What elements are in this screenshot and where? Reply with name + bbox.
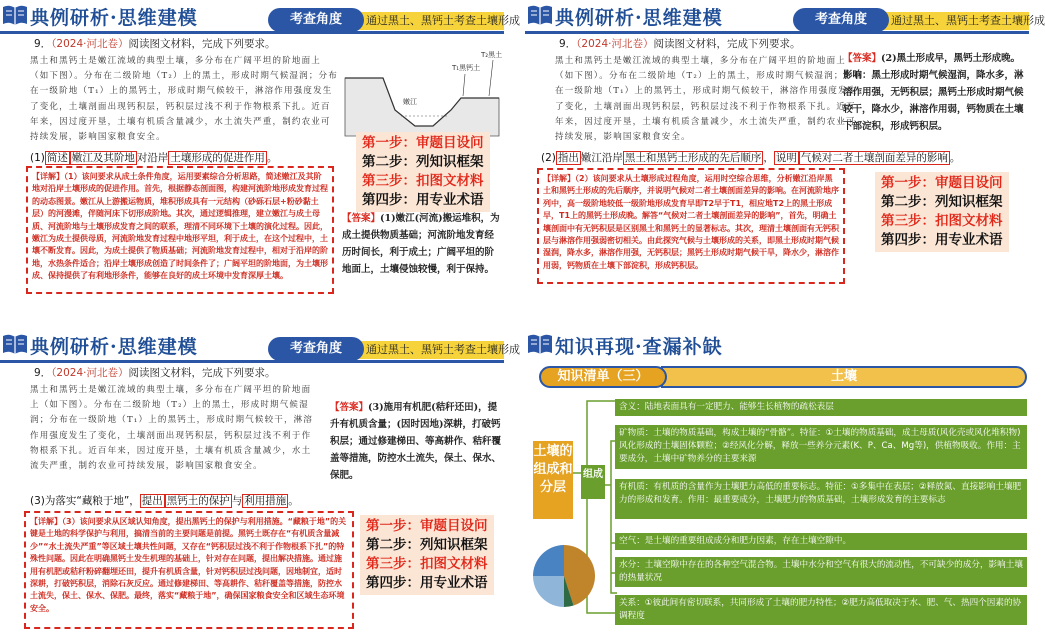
subq-text: 嫩江沿岸	[580, 152, 623, 164]
subq-number: (1)	[30, 152, 45, 164]
question-text: 阅读图文材料，完成下列要求。	[128, 38, 276, 50]
definition-row: 含义：陆地表面具有一定肥力、能够生长植物的疏松表层	[615, 399, 1027, 416]
step-2: 第二步：列知识框架	[366, 537, 488, 553]
question-line	[559, 36, 801, 51]
question-line	[34, 36, 276, 51]
answer-tag: 【答案】	[843, 53, 882, 64]
step-1: 第一步：审题目设问	[881, 175, 1003, 191]
topic-pill: 考查角度	[268, 8, 364, 32]
header-rule	[0, 31, 504, 34]
subq-text: 与	[231, 495, 243, 507]
topic-strip: 通过黑土、黑钙土考查土壤形成	[340, 12, 504, 30]
subq-text: 。	[949, 152, 961, 164]
answer-text	[330, 399, 502, 484]
question-year: （2024·河北卷）	[576, 38, 654, 50]
terrace-figure	[343, 48, 501, 138]
material-passage: 黑土和黑钙土是嫩江流域的典型土壤，多分布在广阔平坦的阶地面上（如下图）。分布在二级阶地（T₂）上的黑土，形成时期气候湿润；分布在一级阶地（T₁）上的黑钙土，形成时期气候较干，淋溶作用强度发生了变化，土壤剖面出现钙积层，钙积层过浅不利于作物根系下扎。近百年来，因过度开垦，土壤有机质含量减少，水土流失严重，制约农业可持续发展，影响国家粮食安全。	[555, 56, 863, 143]
step-4: 第四步：用专业术语	[366, 575, 488, 591]
organic-matter-row: 有机质：有机质的含量作为土壤肥力高低的重要标志。特征：①多集中在表层；②释放氮、直接影响土壤肥力的形成和发育。作用：最重要成分，土壤肥力的物质基础，土壤形成发育的主要标志	[615, 479, 1027, 519]
panel-title: 典例研析·思维建模	[30, 336, 198, 358]
sub-question-1	[30, 150, 277, 165]
answer-tag: 【答案】	[330, 402, 369, 413]
keyword-box: 黑土和黑钙土形成的先后顺序	[624, 152, 762, 164]
step-1: 第一步：审题目设问	[362, 135, 484, 151]
pie-slice	[533, 576, 564, 607]
thinking-steps	[875, 172, 1009, 252]
topic-pill: 考查角度	[793, 8, 889, 32]
relation-row: 关系：①彼此间有密切联系，共同形成了土壤的肥力特性；②肥力高低取决于水、肥、气、热四个因素的协调程度	[615, 595, 1027, 625]
panel-title: 典例研析·思维建模	[30, 7, 198, 29]
topic-strip: 通过黑土、黑钙土考查土壤形成	[340, 341, 504, 359]
answer-body: (3)施用有机肥(秸秆还田)，提升有机质含量；(因时因地)深耕，打破钙积层；通过修建梯田、等高耕作、秸秆覆盖等措施，防控水土流失，保土、保水、保肥。	[330, 402, 502, 481]
keyword-box: 嫩江及其阶地	[71, 152, 135, 164]
thinking-steps	[356, 132, 490, 212]
keyword-box: 黑钙土的保护	[166, 495, 230, 507]
material-passage: 黑土和黑钙土是嫩江流域的典型土壤，多分布在广阔平坦的阶地面上（如下图）。分布在二级阶地（T₂）上的黑土，形成时期气候湿润；分布在一级阶地（T₁）上的黑钙土，形成时期气候较干，淋溶作用强度发生了变化，土壤剖面出现钙积层，钙积层过浅不利于作物根系下扎。近百年来，因过度开垦，土壤有机质含量减少，水土流失严重，制约农业可持续发展，影响国家粮食安全。	[30, 56, 338, 143]
question-number: 9．	[34, 367, 52, 379]
topic-pill: 考查角度	[268, 337, 364, 361]
step-3: 第三步：扣图文材料	[881, 213, 1003, 229]
banner-topic: 土壤	[661, 366, 1027, 388]
subq-number: (2)	[541, 152, 556, 164]
answer-text	[342, 210, 502, 278]
sub-question-2	[541, 150, 960, 165]
thinking-steps	[360, 515, 494, 595]
question-text: 阅读图文材料，完成下列要求。	[653, 38, 801, 50]
question-year: （2024·河北卷）	[51, 367, 129, 379]
subq-text: 对沿岸	[136, 152, 169, 164]
keyword-box: 利用措施	[244, 495, 287, 507]
question-number: 9．	[559, 38, 577, 50]
panel-header	[525, 329, 1029, 361]
subq-text: (3)为落实“藏粮于地”，	[30, 495, 140, 507]
keyword-box: 土壤形成的促进作用	[170, 152, 265, 164]
header-rule	[0, 360, 504, 363]
book-icon	[2, 333, 28, 355]
keyword-box: 气候对二者土壤剖面差异的影响	[800, 152, 948, 164]
river-label: 嫩江	[403, 98, 417, 106]
keyword-box: 说明	[775, 152, 797, 164]
panel-header	[0, 0, 520, 32]
question-number: 9．	[34, 38, 52, 50]
question-text: 阅读图文材料，完成下列要求。	[128, 367, 276, 379]
answer-text	[843, 50, 1027, 135]
panel-header	[0, 329, 520, 361]
air-row: 空气：是土壤的重要组成成分和肥力因素，存在土壤空隙中。	[615, 533, 1027, 550]
panel-title: 典例研析·思维建模	[555, 7, 723, 29]
answer-body: (2)黑土形成早，黑钙土形成晚。影响：黑土形成时期气候湿润，降水多，淋溶作用强，无钙积层；黑钙土形成时期气候较干，降水少，淋溶作用弱，钙物质在土壤下部淀积，形成钙积层。	[843, 53, 1024, 132]
soil-composition-box: 土壤的组成和分层	[533, 441, 573, 519]
panel-1	[0, 0, 520, 305]
subq-text: ，	[763, 152, 774, 164]
pie-slice	[533, 545, 564, 576]
keyword-box: 指出	[557, 152, 579, 164]
step-2: 第二步：列知识框架	[362, 154, 484, 170]
step-1: 第一步：审题目设问	[366, 518, 488, 534]
detail-box: 【详解】（1）该问要求从成土条件角度，运用要素综合分析思路，简述嫩江及其阶地对沿岸土壤形成的促进作用。首先，根据静态剖面图，构建河流阶地形成发育过程的动态图景。嫩江从上游搬运物质，堆积形成具有一元结构（砂砾石层+粉砂黏土层）的河漫滩，伴随河床下切形成阶地。其次，通过逻辑推理，建立嫩江与成土母质、河流阶地与土壤形成发育之间的联系，理清不同环境下土壤的演化过程。因此，嫩江为成土提供母质，河流阶地发育过程中地形平坦，利于成土，在这个过程中，土壤不断发育。因此，为成土提供了物质基础；河流阶地发育过程中，相对于沿岸的阶地，水热条件适合；沿岸土壤形成创造了时间条件了；广阔平坦的阶地面，为土壤形成、保持提供了有利地形条件，能够在良好的成土环境中发育深厚土壤。	[26, 166, 334, 294]
banner-list-label: 知识清单（三）	[539, 366, 667, 388]
answer-body: (1)嫩江(河流)搬运堆积，为成土提供物质基础；河流阶地发育经历时间长，利于成土；广阔平坦的阶地面上，土壤侵蚀较慢，利于保持。	[342, 213, 500, 275]
book-icon	[527, 4, 553, 26]
composition-tag: 组成	[581, 465, 605, 499]
book-icon	[2, 4, 28, 26]
answer-tag: 【答案】	[342, 213, 381, 224]
detail-box: 【详解】（3）该问要求从区域认知角度，提出黑钙土的保护与利用措施。“藏粮于地”的关键是土地的科学保护与利用，搞清当前的主要问题是前提。黑钙土既存在“有机质含量减少”“水土流失严重”等区域土壤共性问题，又存在“钙积层过浅不利于作物根系下扎”的特殊性问题。因此在明确黑钙土发生机理的基础上，针对存在问题，提出解决措施。通过施用有机肥或秸秆粉碎翻埋还田，提升有机质含量，针对钙积层过浅问题，因地制宜，适时深耕，打破钙积层，消除石灰反应。通过修建梯田、等高耕作、秸秆覆盖等措施，防控水土流失，保土、保水、保肥。最终，落实“藏粮于地”，确保国家粮食安全和区域生态环境安全。	[24, 511, 354, 629]
question-line	[34, 365, 276, 380]
header-rule	[525, 31, 1029, 34]
knowledge-banner	[539, 364, 1029, 390]
detail-box: 【详解】（2）该问要求从土壤形成过程角度，运用时空综合思维，分析嫩江沿岸黑土和黑钙土形成的先后顺序，并说明气候对二者土壤剖面差异的影响。在河流阶地序列中，高一级阶地较低一级阶地形成发育早即T2早于T1，相应地T2上的黑土形成早，T1上的黑钙土形成晚。解答“气候对二者土壤剖面差异的影响”，首先，明确土壤剖面中有无钙积层是区别黑土和黑钙土的显著标志。其次，理清土壤剖面有无钙积层与淋溶作用强弱密切相关。由此探究气候与土壤形成的关系，即黑土形成时期气候湿润，降水多，淋溶作用强，无钙积层；黑钙土形成时期气候干旱，降水少，淋溶作用弱，钙物质在土壤下部淀积，形成钙积层。	[537, 168, 845, 284]
water-row: 水分：土壤空隙中存在的各种空气混合物。土壤中水分和空气有很大的流动性，不可缺少的成分，影响土壤的热量状况	[615, 557, 1027, 587]
soil-pie-chart	[531, 543, 597, 609]
step-2: 第二步：列知识框架	[881, 194, 1003, 210]
panel-2	[525, 0, 1045, 305]
mineral-row: 矿物质：土壤的物质基础，构成土壤的“骨骼”。特征：①土壤的物质基础，成土母质(风化壳或风化堆积物)风化形成的土壤固体颗粒；②经风化分解，释放一些养分元素(K、P、Ca、Mg等)，供植物吸收。作用：主要成分，土壤中矿物养分的主要来源	[615, 425, 1027, 469]
step-3: 第三步：扣图文材料	[366, 556, 488, 572]
step-3: 第三步：扣图文材料	[362, 173, 484, 189]
question-year: （2024·河北卷）	[51, 38, 129, 50]
step-4: 第四步：用专业术语	[881, 232, 1003, 248]
panel-4	[525, 329, 1029, 634]
keyword-box: 提出	[141, 495, 163, 507]
book-icon	[527, 333, 553, 355]
panel-header	[525, 0, 1045, 32]
step-4: 第四步：用专业术语	[362, 192, 484, 208]
subq-text: 。	[266, 152, 278, 164]
t1-label: T₁黑钙土	[452, 64, 481, 72]
material-passage: 黑土和黑钙土是嫩江流域的典型土壤，多分布在广阔平坦的阶地面上（如下图）。分布在二级阶地（T₂）上的黑土，形成时期气候湿润；分布在一级阶地（T₁）上的黑钙土，形成时期气候较干，淋溶作用强度发生了变化，土壤剖面出现钙积层，钙积层过浅不利于作物根系下扎。近百年来，因过度开垦，土壤有机质含量减少，水土流失严重，制约农业可持续发展，影响国家粮食安全。	[30, 385, 314, 472]
topic-strip: 通过黑土、黑钙土考查土壤形成	[865, 12, 1029, 30]
sub-question-3	[30, 493, 299, 508]
keyword-box: 简述	[46, 152, 68, 164]
panel-title: 知识再现·查漏补缺	[555, 336, 723, 358]
panel-3	[0, 329, 520, 634]
subq-text: 。	[288, 495, 299, 507]
t2-label: T₂黑土	[481, 51, 503, 59]
